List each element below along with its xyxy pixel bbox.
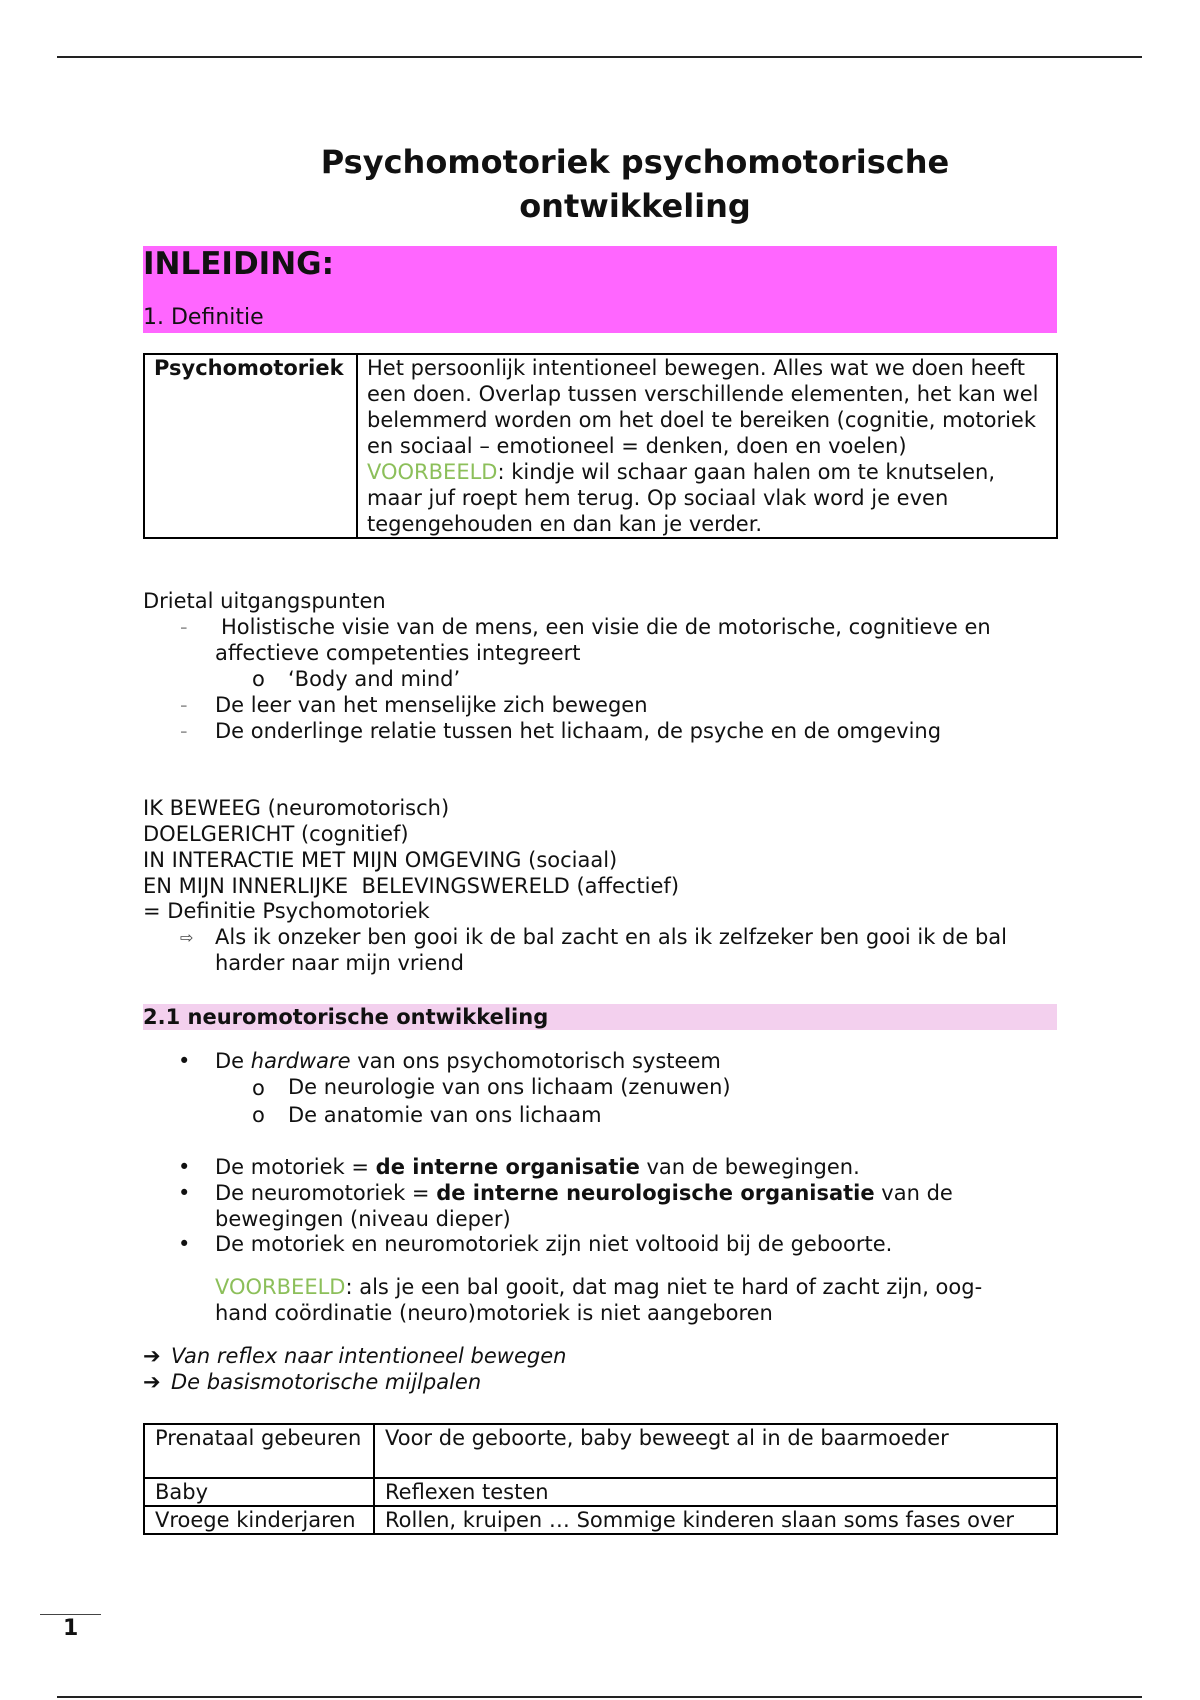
footer-rule-short bbox=[40, 1614, 101, 1615]
example-label: VOORBEELD bbox=[215, 1275, 346, 1299]
text-span: De motoriek = bbox=[215, 1155, 376, 1179]
desc-cell: Rollen, kruipen … Sommige kinderen slaan soms fases over bbox=[374, 1506, 1057, 1534]
list-item bbox=[215, 1180, 953, 1206]
page-title: Psychomotoriek psychomotorische ontwikkeling bbox=[320, 143, 950, 225]
definition-term: Psychomotoriek bbox=[144, 354, 357, 538]
example-paragraph-continued: hand coördinatie (neuro)motoriek is niet aangeboren bbox=[215, 1301, 773, 1325]
bullet-dot: • bbox=[178, 1232, 191, 1256]
list-item: Holistische visie van de mens, een visie die de motorische, cognitieve en bbox=[221, 615, 991, 639]
footer-rule bbox=[57, 1696, 1142, 1698]
stage-cell: Prenataal gebeuren bbox=[144, 1424, 374, 1478]
sub-list-item: ‘Body and mind’ bbox=[288, 667, 461, 691]
text-line: DOELGERICHT (cognitief) bbox=[143, 822, 409, 846]
bold-text: de interne neurologische organisatie bbox=[436, 1181, 875, 1205]
list-item-continued: affectieve competenties integreert bbox=[215, 641, 581, 665]
text-span: van de bewegingen. bbox=[639, 1155, 860, 1179]
example-text: : als je een bal gooit, dat mag niet te hard of zacht zijn, oog- bbox=[345, 1275, 983, 1299]
text-line: IN INTERACTIE MET MIJN OMGEVING (sociaal) bbox=[143, 848, 618, 872]
arrow-right-icon: ➔ bbox=[143, 1370, 161, 1394]
example-label: VOORBEELD bbox=[367, 460, 498, 484]
list-item bbox=[215, 1154, 860, 1180]
arrow-right-icon: ➔ bbox=[143, 1344, 161, 1368]
table-row bbox=[144, 1424, 1057, 1478]
dash-bullet: - bbox=[180, 693, 188, 717]
stage-cell: Vroege kinderjaren bbox=[144, 1506, 374, 1534]
text-span: van de bbox=[874, 1181, 953, 1205]
table-row bbox=[144, 354, 1057, 538]
list-item bbox=[215, 1048, 721, 1074]
sub-list-item: De anatomie van ons lichaam bbox=[288, 1103, 602, 1127]
table-row bbox=[144, 1478, 1057, 1506]
arrow-item: Van reflex naar intentioneel bewegen bbox=[171, 1344, 567, 1368]
emphasis-text: hardware bbox=[250, 1049, 351, 1073]
definition-table bbox=[143, 353, 1058, 539]
text-line: IK BEWEEG (neuromotorisch) bbox=[143, 796, 450, 820]
section-heading: 2.1 neuromotorische ontwikkeling bbox=[143, 1005, 549, 1029]
text-span: De neuromotoriek = bbox=[215, 1181, 437, 1205]
desc-cell: Voor de geboorte, baby beweegt al in de baarmoeder bbox=[374, 1424, 1057, 1478]
circle-bullet: o bbox=[252, 1103, 265, 1127]
bullet-dot: • bbox=[178, 1155, 191, 1179]
list-item-continued: bewegingen (niveau dieper) bbox=[215, 1207, 511, 1231]
page-number: 1 bbox=[63, 1616, 79, 1641]
circle-bullet: o bbox=[252, 667, 265, 691]
definition-cell bbox=[357, 354, 1057, 538]
sub-list-item: De neurologie van ons lichaam (zenuwen) bbox=[288, 1075, 731, 1099]
text-line: = Definitie Psychomotoriek bbox=[143, 899, 430, 923]
example-paragraph bbox=[215, 1274, 982, 1300]
stage-cell: Baby bbox=[144, 1478, 374, 1506]
circle-bullet: o bbox=[252, 1076, 265, 1100]
bold-text: de interne organisatie bbox=[375, 1155, 640, 1179]
arrow-item-continued: harder naar mijn vriend bbox=[215, 951, 464, 975]
drietal-heading: Drietal uitgangspunten bbox=[143, 589, 386, 613]
intro-heading: INLEIDING: bbox=[143, 246, 334, 282]
table-row bbox=[144, 1506, 1057, 1534]
bullet-dot: • bbox=[178, 1181, 191, 1205]
dash-bullet: - bbox=[180, 615, 188, 639]
dash-bullet: - bbox=[180, 719, 188, 743]
definition-subheading: 1. Definitie bbox=[143, 305, 264, 330]
arrow-item: Als ik onzeker ben gooi ik de bal zacht en als ik zelfzeker ben gooi ik de bal bbox=[215, 925, 1008, 949]
list-item: De leer van het menselijke zich bewegen bbox=[215, 693, 648, 717]
desc-cell: Reflexen testen bbox=[374, 1478, 1057, 1506]
definition-text: Het persoonlijk intentioneel bewegen. Alles wat we doen heeft een doen. Overlap tussen verschillende elementen, het kan wel belemmerd worden om het doel te bereiken (cognitie, motoriek en sociaal – emotioneel = denken, doen en voelen) bbox=[367, 356, 1039, 458]
text-span: De bbox=[215, 1049, 251, 1073]
arrow-item: De basismotorische mijlpalen bbox=[171, 1370, 482, 1394]
example-text: : kindje wil schaar gaan halen om te knutselen, maar juf roept hem terug. Op sociaal vlak word je even tegengehouden en dan kan je verder. bbox=[367, 460, 996, 536]
text-span: van ons psychomotorisch systeem bbox=[350, 1049, 721, 1073]
list-item: De motoriek en neuromotoriek zijn niet voltooid bij de geboorte. bbox=[215, 1232, 893, 1256]
bullet-dot: • bbox=[178, 1049, 191, 1073]
text-line: EN MIJN INNERLIJKE BELEVINGSWERELD (affectief) bbox=[143, 874, 680, 898]
header-rule bbox=[57, 56, 1142, 58]
hollow-arrow-icon: ⇨ bbox=[180, 928, 194, 947]
list-item: De onderlinge relatie tussen het lichaam, de psyche en de omgeving bbox=[215, 719, 942, 743]
milestones-table bbox=[143, 1423, 1058, 1535]
